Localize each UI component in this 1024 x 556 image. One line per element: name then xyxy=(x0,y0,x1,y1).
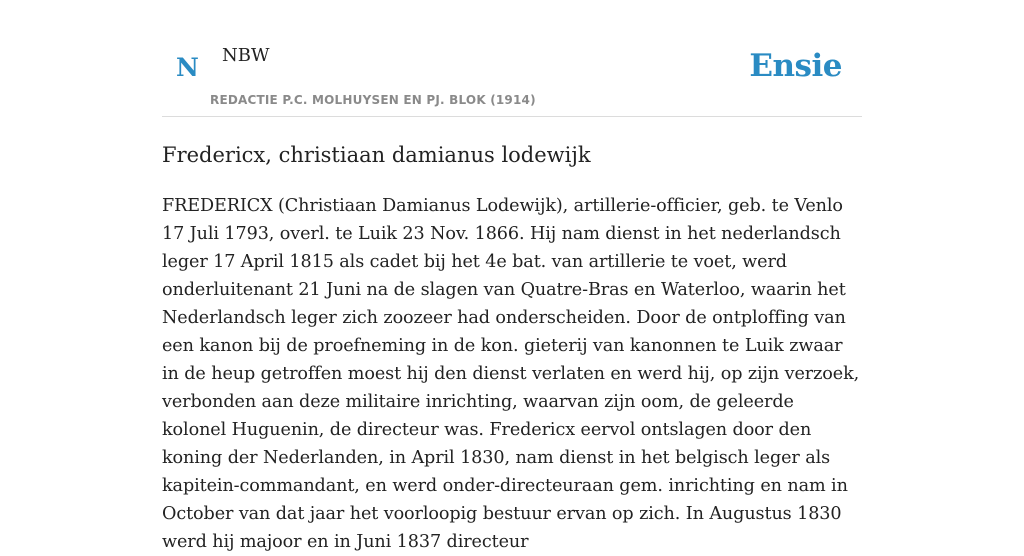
brand-logo[interactable]: Ensie xyxy=(749,48,842,84)
source-subtitle: REDACTIE P.C. MOLHUYSEN EN PJ. BLOK (1914) xyxy=(210,93,536,107)
article-title: Fredericx, christiaan damianus lodewijk xyxy=(162,143,591,167)
source-header xyxy=(162,0,862,117)
article-body: FREDERICX (Christiaan Damianus Lodewijk), artillerie-officier, geb. te Venlo 17 Juli 1793, overl. te Luik 23 Nov. 1866. Hij nam dienst in het nederlandsch leger 17 April 1815 als cadet bij het 4e bat. van artillerie te voet, werd onderluitenant 21 Juni na de slagen van Quatre-Bras en Waterloo, waarin het Nederlandsch leger zich zoozeer had onderscheiden. Door de ontploffing van een kanon bij de proefneming in de kon. gieterij van kanonnen te Luik zwaar in de heup getroffen moest hij den dienst verlaten en werd hij, op zijn verzoek, verbonden aan deze militaire inrichting, waarvan zijn oom, de geleerde kolonel Huguenin, de directeur was. Fredericx eervol ontslagen door den koning der Nederlanden, in April 1830, nam dienst in het belgisch leger als kapitein-commandant, en werd onder-directeuraan gem. inrichting en nam in October van dat jaar het voorloopig bestuur ervan op zich. In Augustus 1830 werd hij majoor en in Juni 1837 directeur xyxy=(162,196,860,552)
source-logo-icon: N xyxy=(176,53,199,82)
source-name[interactable]: NBW xyxy=(222,45,270,66)
